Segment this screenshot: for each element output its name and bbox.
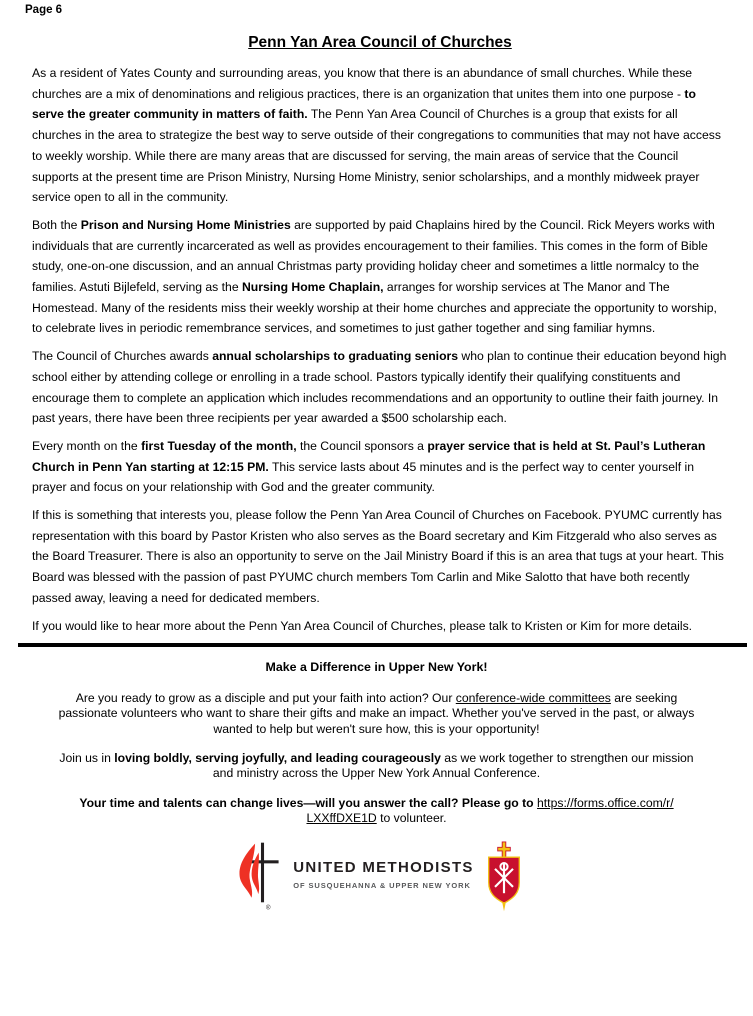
bold-run: loving boldly, serving joyfully, and leading courageously [114, 750, 441, 765]
hyperlink[interactable]: conference-wide committees [455, 690, 611, 705]
cross-and-flame-icon [228, 841, 284, 913]
bold-run: to serve the greater community in matters of faith. [32, 86, 696, 122]
text-run: arranges for worship services at The Manor and The Homestead. Many of the residents miss their weekly worship at their home churches and appreciate the opportunity to worship, to celebrate lives in periodic remembrance services, and sometimes to just gather together and sing familiar hymns. [32, 280, 717, 336]
text-run: to volunteer. [376, 811, 447, 826]
bold-run: Your time and talents can change lives—will you answer the call? Please go to [79, 795, 538, 810]
footer-paragraph [20, 751, 733, 782]
bold-run: prayer service that is held at St. Paul’s Lutheran Church in Penn Yan starting at 12:15 PM. [32, 438, 706, 474]
logo-wordmark-block [293, 860, 473, 893]
um-logo [20, 841, 733, 913]
text-run: If this is something that interests you, please follow the Penn Yan Area Council of Churches on Facebook. PYUMC currently has representation with this board by Pastor Kristen who also serves as the Board secretary and Kim Fitzgerald who also serves as the Board Treasurer. There is also an opportunity to serve on the Jail Ministry Board if this is an area that tugs at your heart. This Board was blessed with the passion of past PYUMC church members Tom Carlin and Mike Salotto that have both recently passed away, leaving a need for dedicated members. [32, 508, 724, 605]
text-run: passionate volunteers who want to share their gifts and make an impact. Whether you've served in the past, or always [58, 706, 695, 721]
bold-run: Nursing Home Chaplain, [242, 280, 384, 295]
section-divider [18, 643, 747, 647]
text-run: as we work together to strengthen our mission [440, 750, 694, 765]
text-run: and ministry across the Upper New York Annual Conference. [212, 766, 541, 781]
article-paragraph [32, 616, 728, 637]
page-number-label: Page 6 [25, 4, 63, 16]
text-run: Are you ready to grow as a disciple and put your faith into action? Our [75, 690, 456, 705]
text-run: This service lasts about 45 minutes and is the perfect way to center yourself in prayer and focus on your relationship with God and the greater community. [32, 459, 695, 495]
text-run: are supported by paid Chaplains hired by the Council. Rick Meyers works with individuals that are currently incarcerated as well as provides encouragement to their families. This comes in the form of Bible study, one-on-one discussion, and an annual Christmas party providing holiday cheer and sometimes a little normalcy to the families. Astuti Bijlefeld, serving as the [32, 217, 715, 295]
text-run: The Penn Yan Area Council of Churches is a group that exists for all churches in the area to strategize the best way to serve outside of their congregations to communities that may not have access to weekly worship. While there are many areas that are discussed for serving, the main areas of service that the Council supports at the present time are Prison Ministry, Nursing Home Ministry, senior scholarships, and a monthly midweek prayer service open to all in the community. [32, 107, 721, 205]
logo-wordmark: UNITED METHODISTS [293, 859, 474, 877]
text-run: are seeking [610, 690, 678, 705]
hyperlink[interactable]: LXXffDXE1D [306, 811, 377, 826]
hyperlink[interactable]: https://forms.office.com/r/ [537, 795, 674, 810]
footer-paragraph [20, 691, 733, 737]
text-run: As a resident of Yates County and surrounding areas, you know that there is an abundance of small churches. While these churches are a mix of denominations and religious practices, there is an organization that unites them into one purpose - [32, 66, 693, 101]
article-paragraph [32, 505, 728, 609]
text-run: Every month on the [32, 438, 142, 453]
article-paragraph [32, 215, 728, 339]
bold-run: first Tuesday of the month, [141, 438, 297, 453]
article-paragraph [32, 346, 728, 429]
registered-mark: ® [266, 904, 271, 912]
bold-run: Prison and Nursing Home Ministries [80, 217, 291, 232]
text-run: Both the [32, 217, 81, 232]
text-run: wanted to help but weren't sure how, this is your opportunity! [213, 721, 540, 736]
text-run: If you would like to hear more about the Penn Yan Area Council of Churches, please talk to Kristen or Kim for more details. [32, 618, 693, 633]
article-paragraph [32, 436, 728, 498]
article-title: Penn Yan Area Council of Churches [248, 34, 512, 51]
text-run: The Council of Churches awards [32, 349, 213, 364]
footer-paragraph [20, 796, 733, 827]
conference-shield-icon [483, 841, 525, 913]
text-run: the Council sponsors a [296, 438, 428, 453]
text-run: Join us in [59, 750, 115, 765]
bold-run: annual scholarships to graduating seniors [212, 349, 459, 364]
footer-section [0, 660, 753, 912]
footer-title: Make a Difference in Upper New York! [265, 660, 488, 675]
logo-subtitle: OF SUSQUEHANNA & UPPER NEW YORK [293, 880, 471, 890]
article-paragraph [32, 63, 728, 208]
text-run: who plan to continue their education beyond high school either by attending college or enrolling in a trade school. Pastors typically identify their qualifying constituents and encourage them to complete an application which includes recommendations and an opportunity to outline their faith journey. In past years, there have been three recipients per year awarded a $500 scholarship each. [32, 349, 727, 426]
